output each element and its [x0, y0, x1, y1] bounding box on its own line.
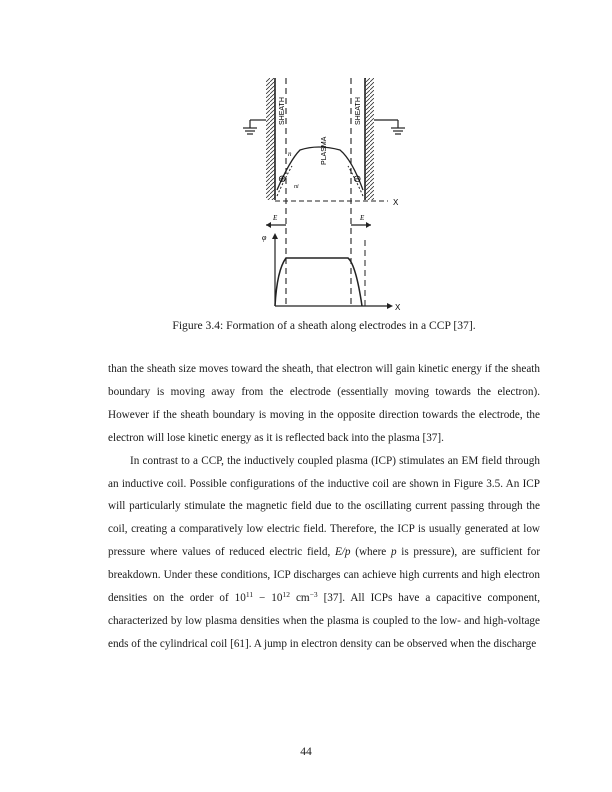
density-range [235, 592, 318, 604]
pressure-symbol: p [390, 546, 397, 559]
density-exp-high: 12 [282, 590, 290, 600]
ion-icon-left: ⊕ [278, 174, 287, 185]
potential-curve [275, 258, 362, 306]
figure-caption: Figure 3.4: Formation of a sheath along electrodes in a CCP [37]. [172, 319, 476, 332]
density-unit-exp: −3 [309, 590, 318, 600]
sheath-left-label: SHEATH [279, 97, 286, 125]
right-ground-icon [374, 120, 405, 134]
sheath-right-label: SHEATH [355, 97, 362, 125]
right-electrode [365, 78, 374, 200]
body-text [108, 358, 540, 656]
density-base: 10 [234, 592, 246, 605]
ion-curve-label: ni [294, 184, 299, 190]
paragraph-1: than the sheath size moves toward the sheath, that electron will gain kinetic energy if the sheath boundary is moving away from the electrode (essentially moving towards the electron). However if the sheath boundary is moving in the opposite direction towards the electrode, the electron will lose kinetic energy as it is reflected back into the plasma [37]. [108, 363, 540, 444]
electron-icon-right: ⊖ [353, 174, 362, 185]
sheath-figure [230, 70, 420, 320]
plasma-label: PLASMA [321, 136, 328, 165]
page-number: 44 [300, 745, 312, 758]
sheath-diagram [230, 70, 420, 320]
x-label-top: X [393, 198, 399, 207]
p2-part-c: is pressure), are sufficient for breakdown. Under these conditions, ICP discharges can achieve high currents and high electron densities on the order of [108, 546, 541, 605]
density-dash: − 10 [259, 592, 283, 605]
reduced-field-symbol: E/p [334, 546, 351, 559]
x-label-bottom: X [395, 303, 401, 312]
phi-label: φ [262, 233, 267, 242]
e-left-label: E [273, 214, 278, 222]
e-right-label: E [360, 214, 365, 222]
p2-part-b: (where [355, 546, 387, 559]
paragraph-2 [108, 450, 540, 656]
p2-part-a: In contrast to a CCP, the inductively coupled plasma (ICP) stimulates an EM field through an inductive coil. Possible configurations of the inductive coil are shown in Figure 3.5. An ICP will particularly stimulate the magnetic field due to the oscillating current passing through the coil, creating a comparatively low electric field. Therefore, the ICP is usually generated at low pressure where values of reduced electric field, [108, 454, 540, 559]
density-unit: cm [295, 592, 310, 605]
left-ground-icon [243, 120, 266, 134]
curve-label: n [288, 150, 292, 158]
p2-part-d: [37]. All ICPs have a capacitive component, characterized by low plasma densities when the plasma is coupled to the low- and high-voltage ends of the cylindrical coil [61]. A jump in electron density can be observed when the discharge [108, 592, 541, 650]
left-electrode [266, 78, 275, 200]
density-exp-low: 11 [245, 590, 254, 600]
